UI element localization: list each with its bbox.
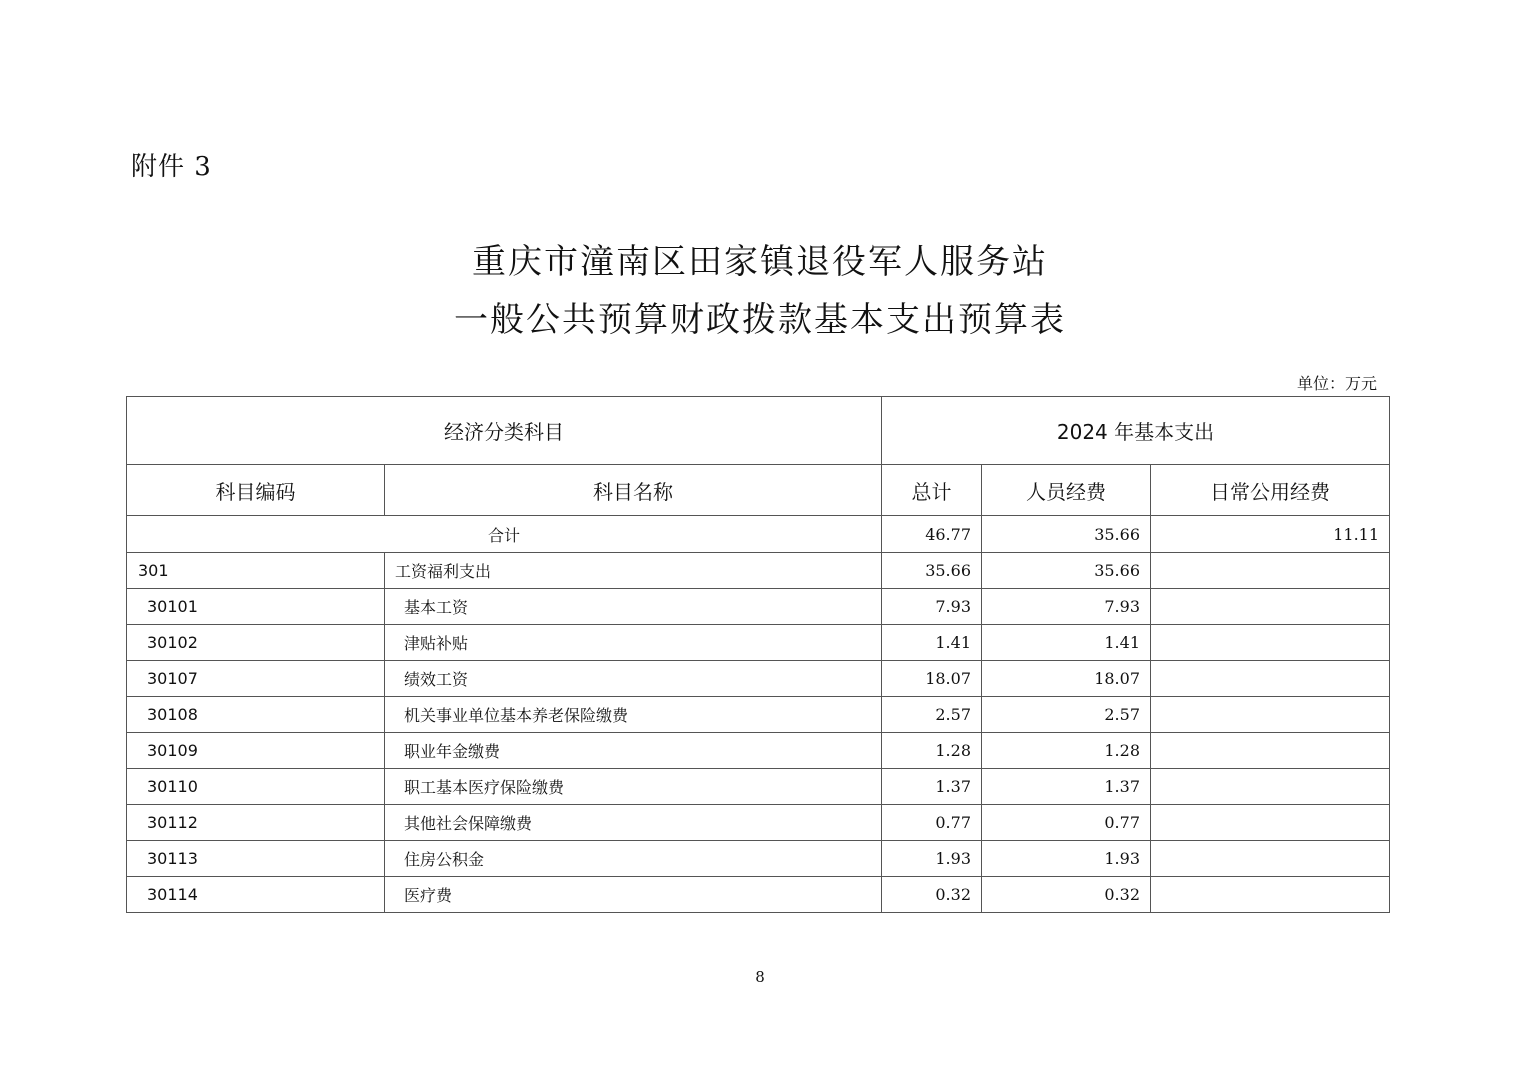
total-personnel: 35.66	[982, 516, 1151, 553]
row-code: 30112	[127, 805, 385, 841]
row-name: 机关事业单位基本养老保险缴费	[385, 697, 882, 733]
row-public	[1151, 589, 1390, 625]
row-name: 住房公积金	[385, 841, 882, 877]
row-personnel: 1.41	[982, 625, 1151, 661]
row-personnel: 1.37	[982, 769, 1151, 805]
row-total: 7.93	[882, 589, 982, 625]
row-name: 绩效工资	[385, 661, 882, 697]
row-personnel: 0.77	[982, 805, 1151, 841]
row-public	[1151, 661, 1390, 697]
table-group-header-row	[127, 397, 1390, 465]
column-header-code: 科目编码	[127, 465, 385, 516]
row-total: 1.93	[882, 841, 982, 877]
document-title-line-1: 重庆市潼南区田家镇退役军人服务站	[472, 242, 1048, 282]
row-public	[1151, 553, 1390, 589]
column-header-public: 日常公用经费	[1151, 465, 1390, 516]
column-header-total: 总计	[882, 465, 982, 516]
row-code: 30107	[127, 661, 385, 697]
row-public	[1151, 625, 1390, 661]
row-public	[1151, 805, 1390, 841]
row-personnel: 2.57	[982, 697, 1151, 733]
row-code: 30101	[127, 589, 385, 625]
total-amount: 46.77	[882, 516, 982, 553]
table-row	[127, 877, 1390, 913]
row-code: 30102	[127, 625, 385, 661]
column-header-personnel: 人员经费	[982, 465, 1151, 516]
table-row	[127, 625, 1390, 661]
row-code: 301	[127, 553, 385, 589]
row-name: 津贴补贴	[385, 625, 882, 661]
row-code: 30110	[127, 769, 385, 805]
row-name: 职业年金缴费	[385, 733, 882, 769]
row-public	[1151, 877, 1390, 913]
row-code: 30113	[127, 841, 385, 877]
table-row	[127, 589, 1390, 625]
row-name: 职工基本医疗保险缴费	[385, 769, 882, 805]
row-public	[1151, 841, 1390, 877]
table-row	[127, 553, 1390, 589]
row-personnel: 35.66	[982, 553, 1151, 589]
row-public	[1151, 733, 1390, 769]
total-public: 11.11	[1151, 516, 1390, 553]
table-row	[127, 697, 1390, 733]
table-column-header-row	[127, 465, 1390, 516]
row-personnel: 18.07	[982, 661, 1151, 697]
table-row	[127, 661, 1390, 697]
row-total: 18.07	[882, 661, 982, 697]
attachment-label: 附件 3	[131, 152, 212, 182]
row-personnel: 7.93	[982, 589, 1151, 625]
row-name: 基本工资	[385, 589, 882, 625]
group-header-basic-expenditure: 2024 年基本支出	[882, 397, 1390, 465]
budget-table	[126, 396, 1390, 913]
row-total: 2.57	[882, 697, 982, 733]
row-total: 1.37	[882, 769, 982, 805]
column-header-name: 科目名称	[385, 465, 882, 516]
unit-label: 单位：万元	[1296, 374, 1377, 393]
table-total-row	[127, 516, 1390, 553]
row-personnel: 1.93	[982, 841, 1151, 877]
row-name: 其他社会保障缴费	[385, 805, 882, 841]
document-title-line-2: 一般公共预算财政拨款基本支出预算表	[454, 300, 1066, 340]
table-row	[127, 769, 1390, 805]
row-total: 1.28	[882, 733, 982, 769]
row-personnel: 1.28	[982, 733, 1151, 769]
row-personnel: 0.32	[982, 877, 1151, 913]
row-total: 1.41	[882, 625, 982, 661]
total-label: 合计	[127, 516, 882, 553]
row-total: 0.32	[882, 877, 982, 913]
table-row	[127, 733, 1390, 769]
row-code: 30108	[127, 697, 385, 733]
row-code: 30109	[127, 733, 385, 769]
row-total: 35.66	[882, 553, 982, 589]
row-public	[1151, 697, 1390, 733]
row-name: 工资福利支出	[385, 553, 882, 589]
row-public	[1151, 769, 1390, 805]
table-row	[127, 841, 1390, 877]
row-total: 0.77	[882, 805, 982, 841]
row-code: 30114	[127, 877, 385, 913]
row-name: 医疗费	[385, 877, 882, 913]
page-number: 8	[755, 968, 765, 986]
group-header-economic-classification: 经济分类科目	[127, 397, 882, 465]
table-row	[127, 805, 1390, 841]
